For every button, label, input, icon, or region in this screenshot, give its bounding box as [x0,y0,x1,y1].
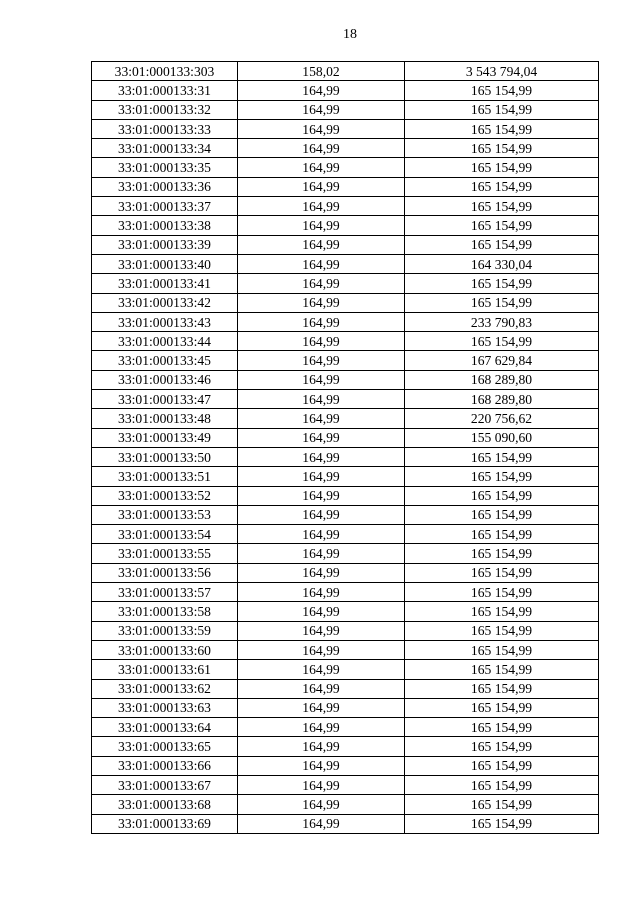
area-cell: 164,99 [238,158,405,177]
table-row [92,158,599,177]
value-cell: 165 154,99 [405,274,599,293]
cadastral-number-cell: 33:01:000133:67 [92,775,238,794]
cadastral-number-cell: 33:01:000133:55 [92,544,238,563]
table-row [92,351,599,370]
value-cell: 165 154,99 [405,756,599,775]
area-cell: 158,02 [238,62,405,81]
value-cell: 168 289,80 [405,370,599,389]
cadastral-number-cell: 33:01:000133:36 [92,177,238,196]
cadastral-number-cell: 33:01:000133:54 [92,525,238,544]
table-row [92,293,599,312]
table-row [92,332,599,351]
table-row [92,467,599,486]
area-cell: 164,99 [238,100,405,119]
value-cell: 165 154,99 [405,467,599,486]
cadastral-number-cell: 33:01:000133:46 [92,370,238,389]
area-cell: 164,99 [238,640,405,659]
table-row [92,756,599,775]
area-cell: 164,99 [238,274,405,293]
value-cell: 165 154,99 [405,119,599,138]
value-cell: 165 154,99 [405,332,599,351]
cadastral-number-cell: 33:01:000133:53 [92,505,238,524]
cadastral-number-cell: 33:01:000133:60 [92,640,238,659]
area-cell: 164,99 [238,428,405,447]
table-row [92,119,599,138]
area-cell: 164,99 [238,254,405,273]
value-cell: 165 154,99 [405,698,599,717]
cadastral-number-cell: 33:01:000133:303 [92,62,238,81]
value-cell: 165 154,99 [405,177,599,196]
area-cell: 164,99 [238,775,405,794]
area-cell: 164,99 [238,525,405,544]
page-number: 18 [343,27,357,42]
cadastral-number-cell: 33:01:000133:37 [92,197,238,216]
table-row [92,197,599,216]
area-cell: 164,99 [238,795,405,814]
table-row [92,814,599,833]
table-row [92,525,599,544]
table-row [92,81,599,100]
value-cell: 165 154,99 [405,814,599,833]
cadastral-number-cell: 33:01:000133:62 [92,679,238,698]
value-cell: 165 154,99 [405,100,599,119]
value-cell: 233 790,83 [405,312,599,331]
cadastral-number-cell: 33:01:000133:44 [92,332,238,351]
table-body [92,62,599,834]
value-cell: 165 154,99 [405,737,599,756]
table-row [92,775,599,794]
value-cell: 165 154,99 [405,293,599,312]
value-cell: 168 289,80 [405,390,599,409]
value-cell: 165 154,99 [405,602,599,621]
area-cell: 164,99 [238,332,405,351]
table-row [92,621,599,640]
value-cell: 165 154,99 [405,505,599,524]
value-cell: 165 154,99 [405,679,599,698]
value-cell: 165 154,99 [405,81,599,100]
table-row [92,795,599,814]
table-row [92,640,599,659]
value-cell: 165 154,99 [405,563,599,582]
table-row [92,737,599,756]
area-cell: 164,99 [238,544,405,563]
cadastral-number-cell: 33:01:000133:41 [92,274,238,293]
cadastral-number-cell: 33:01:000133:32 [92,100,238,119]
value-cell: 155 090,60 [405,428,599,447]
value-cell: 165 154,99 [405,775,599,794]
area-cell: 164,99 [238,312,405,331]
area-cell: 164,99 [238,718,405,737]
cadastral-number-cell: 33:01:000133:59 [92,621,238,640]
area-cell: 164,99 [238,698,405,717]
area-cell: 164,99 [238,467,405,486]
area-cell: 164,99 [238,505,405,524]
value-cell: 165 154,99 [405,486,599,505]
area-cell: 164,99 [238,679,405,698]
table-row [92,428,599,447]
area-cell: 164,99 [238,814,405,833]
value-cell: 165 154,99 [405,197,599,216]
cadastral-number-cell: 33:01:000133:58 [92,602,238,621]
table-row [92,100,599,119]
area-cell: 164,99 [238,409,405,428]
area-cell: 164,99 [238,737,405,756]
table-row [92,254,599,273]
area-cell: 164,99 [238,621,405,640]
value-cell: 167 629,84 [405,351,599,370]
value-cell: 165 154,99 [405,139,599,158]
area-cell: 164,99 [238,563,405,582]
area-cell: 164,99 [238,235,405,254]
cadastral-number-cell: 33:01:000133:38 [92,216,238,235]
cadastral-number-cell: 33:01:000133:52 [92,486,238,505]
value-cell: 165 154,99 [405,544,599,563]
value-cell: 165 154,99 [405,583,599,602]
cadastral-number-cell: 33:01:000133:49 [92,428,238,447]
table-row [92,602,599,621]
table-row [92,583,599,602]
table-row [92,698,599,717]
cadastral-number-cell: 33:01:000133:69 [92,814,238,833]
cadastral-number-cell: 33:01:000133:65 [92,737,238,756]
table-row [92,390,599,409]
area-cell: 164,99 [238,119,405,138]
value-cell: 165 154,99 [405,158,599,177]
value-cell: 165 154,99 [405,235,599,254]
value-cell: 165 154,99 [405,621,599,640]
cadastral-number-cell: 33:01:000133:63 [92,698,238,717]
table-row [92,370,599,389]
area-cell: 164,99 [238,177,405,196]
table-row [92,139,599,158]
value-cell: 165 154,99 [405,640,599,659]
value-cell: 165 154,99 [405,525,599,544]
table-row [92,216,599,235]
cadastral-number-cell: 33:01:000133:35 [92,158,238,177]
cadastral-number-cell: 33:01:000133:43 [92,312,238,331]
cadastral-number-cell: 33:01:000133:57 [92,583,238,602]
table-row [92,274,599,293]
table-row [92,660,599,679]
cadastral-number-cell: 33:01:000133:50 [92,447,238,466]
value-cell: 164 330,04 [405,254,599,273]
cadastral-number-cell: 33:01:000133:33 [92,119,238,138]
table-row [92,177,599,196]
area-cell: 164,99 [238,351,405,370]
table-row [92,505,599,524]
cadastral-number-cell: 33:01:000133:48 [92,409,238,428]
cadastral-number-cell: 33:01:000133:40 [92,254,238,273]
value-cell: 165 154,99 [405,447,599,466]
cadastral-number-cell: 33:01:000133:34 [92,139,238,158]
cadastral-number-cell: 33:01:000133:64 [92,718,238,737]
cadastral-number-cell: 33:01:000133:66 [92,756,238,775]
value-cell: 165 154,99 [405,216,599,235]
value-cell: 165 154,99 [405,660,599,679]
area-cell: 164,99 [238,756,405,775]
value-cell: 165 154,99 [405,795,599,814]
cadastral-number-cell: 33:01:000133:61 [92,660,238,679]
area-cell: 164,99 [238,486,405,505]
area-cell: 164,99 [238,390,405,409]
area-cell: 164,99 [238,81,405,100]
value-cell: 3 543 794,04 [405,62,599,81]
cadastral-number-cell: 33:01:000133:42 [92,293,238,312]
area-cell: 164,99 [238,197,405,216]
table-row [92,62,599,81]
area-cell: 164,99 [238,216,405,235]
table-row [92,679,599,698]
cadastral-table [91,61,599,834]
value-cell: 165 154,99 [405,718,599,737]
area-cell: 164,99 [238,660,405,679]
cadastral-number-cell: 33:01:000133:56 [92,563,238,582]
area-cell: 164,99 [238,293,405,312]
cadastral-number-cell: 33:01:000133:68 [92,795,238,814]
area-cell: 164,99 [238,583,405,602]
cadastral-number-cell: 33:01:000133:39 [92,235,238,254]
area-cell: 164,99 [238,139,405,158]
value-cell: 220 756,62 [405,409,599,428]
cadastral-number-cell: 33:01:000133:51 [92,467,238,486]
table-row [92,235,599,254]
cadastral-number-cell: 33:01:000133:45 [92,351,238,370]
area-cell: 164,99 [238,370,405,389]
area-cell: 164,99 [238,447,405,466]
cadastral-number-cell: 33:01:000133:47 [92,390,238,409]
table-row [92,447,599,466]
table-row [92,718,599,737]
table-row [92,409,599,428]
table-row [92,312,599,331]
table-row [92,563,599,582]
table-row [92,544,599,563]
cadastral-number-cell: 33:01:000133:31 [92,81,238,100]
area-cell: 164,99 [238,602,405,621]
table-row [92,486,599,505]
